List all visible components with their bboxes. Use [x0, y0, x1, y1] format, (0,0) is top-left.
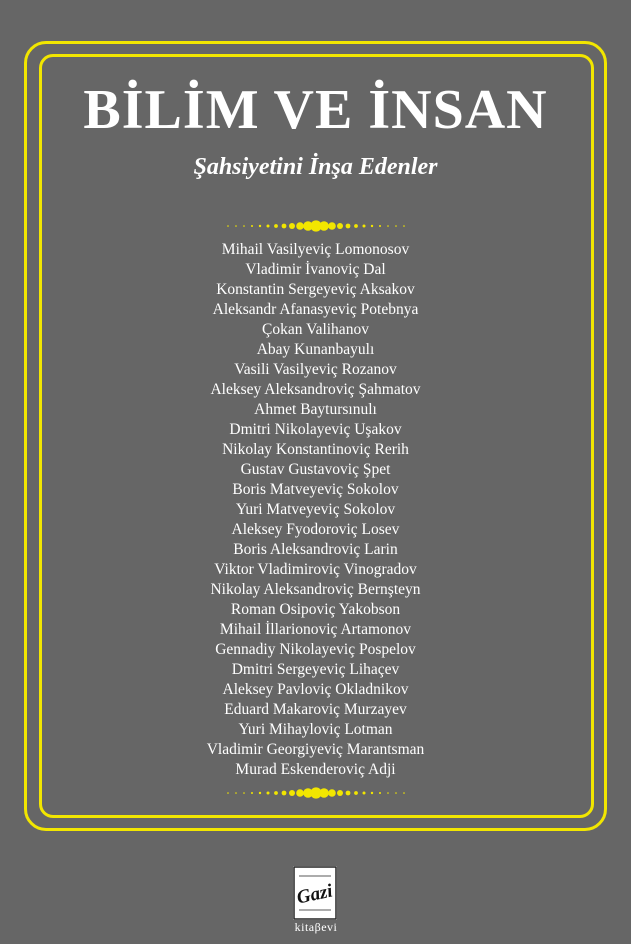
name-item: Gennadiy Nikolayeviç Pospelov [215, 641, 416, 658]
ornament-dot [296, 789, 304, 797]
name-item: Nikolay Konstantinoviç Rerih [222, 441, 409, 458]
name-item: Murad Eskenderoviç Adji [235, 761, 396, 778]
ornament-dot [235, 225, 237, 227]
ornament-dot [289, 790, 295, 796]
ornament-dot [274, 791, 278, 795]
ornament-dot [266, 225, 269, 228]
name-item: Vladimir İvanoviç Dal [245, 261, 386, 278]
name-item: Aleksey Aleksandroviç Şahmatov [210, 381, 421, 398]
name-item: Viktor Vladimiroviç Vinogradov [214, 561, 417, 578]
ornament-dot [337, 790, 343, 796]
ornament-dot [370, 225, 372, 227]
ornament-dot [379, 225, 381, 227]
name-item: Mihail İllarionoviç Artamonov [219, 621, 412, 638]
ornament-dot [243, 792, 245, 794]
name-item: Roman Osipoviç Yakobson [230, 601, 401, 618]
ornament-dot [274, 224, 278, 228]
ornament-dot [362, 225, 365, 228]
publisher-logo-mark [293, 866, 337, 920]
ornament-dot [328, 222, 336, 230]
name-item: Ahmet Baytursınulı [254, 401, 377, 418]
name-item: Yuri Mihayloviç Lotman [238, 721, 393, 738]
ornament-dot [387, 225, 389, 227]
name-item: Aleksey Fyodoroviç Losev [231, 521, 400, 538]
name-item: Boris Matveyeviç Sokolov [232, 481, 399, 498]
dot-ornament-top [0, 218, 631, 234]
ornament-dot [251, 225, 253, 227]
name-item: Aleksey Pavloviç Okladnikov [222, 681, 409, 698]
ornament-dot [289, 223, 295, 229]
ornament-dot [328, 789, 336, 797]
names-list [0, 240, 631, 780]
book-title: BİLİM VE İNSAN [83, 79, 548, 141]
ornament-dot [266, 792, 269, 795]
ornament-dot [251, 792, 253, 794]
ornament-dot [337, 223, 343, 229]
ornament-dot [395, 792, 397, 794]
publisher-caption: kitaβevi [294, 920, 338, 934]
ornament-dot [345, 224, 350, 229]
dot-ornament-bottom [0, 785, 631, 801]
ornament-dot [354, 224, 358, 228]
ornament-dot [345, 791, 350, 796]
ornament-dot [227, 792, 229, 794]
ornament-dot [227, 225, 229, 227]
ornament-dot [387, 792, 389, 794]
ornament-dot [243, 225, 245, 227]
name-item: Dmitri Sergeyeviç Lihaçev [231, 661, 400, 678]
ornament-dot [362, 792, 365, 795]
ornament-dot [319, 221, 329, 231]
name-item: Konstantin Sergeyeviç Aksakov [216, 281, 415, 298]
ornament-dot [379, 792, 381, 794]
name-item: Vasili Vasilyeviç Rozanov [234, 361, 397, 378]
name-item: Eduard Makaroviç Murzayev [224, 701, 407, 718]
ornament-dot [395, 225, 397, 227]
name-item: Abay Kunanbayulı [256, 341, 375, 358]
name-item: Boris Aleksandroviç Larin [233, 541, 398, 558]
publisher-logo [291, 866, 341, 936]
ornament-dot [258, 792, 260, 794]
name-item: Çokan Valihanov [262, 321, 369, 338]
ornament-dot [281, 791, 286, 796]
book-subtitle: Şahsiyetini İnşa Edenler [193, 154, 438, 180]
ornament-dot [258, 225, 260, 227]
name-item: Vladimir Georgiyeviç Marantsman [206, 741, 425, 758]
name-item: Mihail Vasilyeviç Lomonosov [221, 241, 410, 258]
ornament-dot [403, 225, 405, 227]
ornament-dot [403, 792, 405, 794]
name-item: Dmitri Nikolayeviç Uşakov [229, 421, 402, 438]
ornament-dot [370, 792, 372, 794]
publisher-logo-text: Gazi [294, 880, 335, 909]
ornament-dot [319, 788, 329, 798]
name-item: Aleksandr Afanasyeviç Potebnya [212, 301, 419, 318]
ornament-dot [235, 792, 237, 794]
name-item: Gustav Gustavoviç Şpet [240, 461, 391, 478]
ornament-dot [281, 224, 286, 229]
name-item: Yuri Matveyeviç Sokolov [235, 501, 396, 518]
ornament-dot [354, 791, 358, 795]
name-item: Nikolay Aleksandroviç Bernşteyn [210, 581, 421, 598]
ornament-dot [296, 222, 304, 230]
